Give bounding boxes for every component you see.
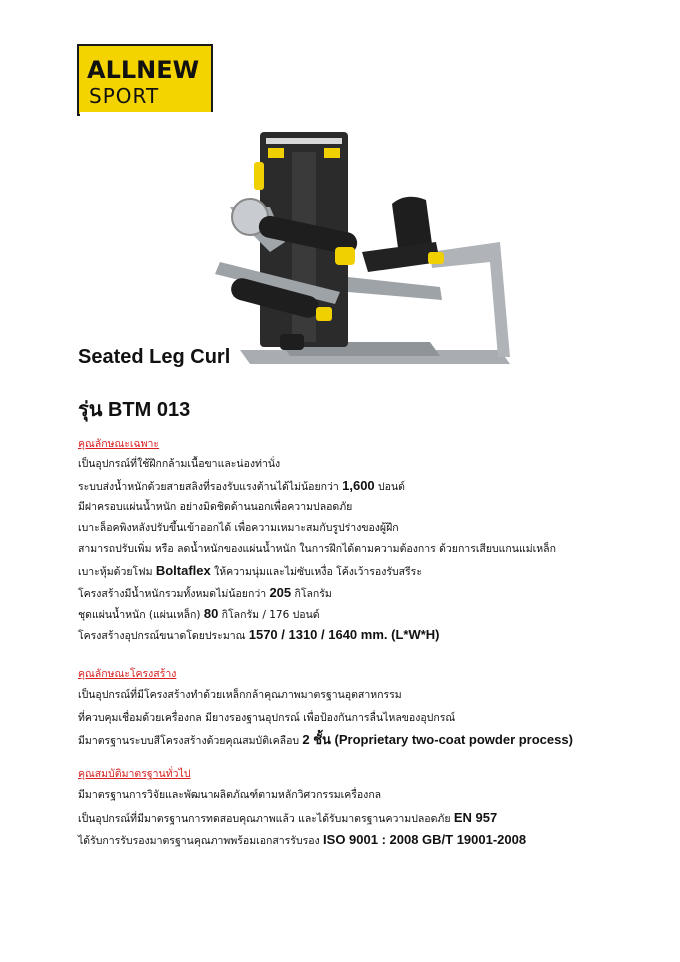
- section-specifications: [78, 434, 618, 646]
- spec-line: เป็นอุปกรณ์ที่ใช้ฝึกกล้ามเนื้อขาและน่องท่านั่ง: [78, 458, 281, 470]
- standard-line: เป็นอุปกรณ์ที่มีมาตรฐานการทดสอบคุณภาพแล้ว และได้รับมาตรฐานความปลอดภัย EN 957: [78, 809, 498, 825]
- logo-text-sport: SPORT: [89, 84, 160, 108]
- spec-line: เบาะหุ้มด้วยโฟม Boltaflex ให้ความนุ่มและไม่ซับเหงื่อ โค้งเว้ารองรับสรีระ: [78, 563, 422, 579]
- brand-logo: [77, 44, 213, 116]
- section-heading: คุณลักษณะโครงสร้าง: [78, 668, 177, 680]
- spec-line: ระบบส่งน้ำหนักด้วยสายสลิงที่รองรับแรงต้านได้ไม่น้อยกว่า 1,600 ปอนด์: [78, 478, 405, 494]
- product-model: รุ่น BTM 013: [78, 399, 191, 421]
- spec-line: เบาะล็อคพิงหลังปรับขึ้นเข้าออกได้ เพื่อความเหมาะสมกับรูปร่างของผู้ฝึก: [78, 521, 399, 534]
- product-title: Seated Leg Curl: [78, 346, 231, 368]
- section-heading: คุณสมบัติมาตรฐานทั่วไป: [78, 768, 191, 780]
- spec-line: สามารถปรับเพิ่ม หรือ ลดน้ำหนักของแผ่นน้ำหนัก ในการฝึกได้ตามความต้องการ ด้วยการเสียบแกนแม่เหล็ก: [78, 543, 556, 556]
- spec-line: โครงสร้างมีน้ำหนักรวมทั้งหมดไม่น้อยกว่า 205 กิโลกรัม: [78, 584, 332, 600]
- structure-line: มีมาตรฐานระบบสีโครงสร้างด้วยคุณสมบัติเคลือบ 2 ชั้น (Proprietary two-coat powder process): [78, 732, 573, 747]
- spec-line: ชุดแผ่นน้ำหนัก (แผ่นเหล็ก) 80 กิโลกรัม / 176 ปอนด์: [78, 606, 320, 622]
- structure-line: ที่ควบคุมเชื่อมด้วยเครื่องกล มียางรองฐานอุปกรณ์ เพื่อป้องกันการลื่นไหลของอุปกรณ์: [78, 711, 456, 724]
- section-heading: คุณลักษณะเฉพาะ: [78, 438, 160, 450]
- section-standards: [78, 764, 618, 852]
- spec-line: มีฝาครอบแผ่นน้ำหนัก อย่างมิดชิดด้านนอกเพื่อความปลอดภัย: [78, 500, 353, 513]
- section-structure: [78, 664, 618, 752]
- structure-line: เป็นอุปกรณ์ที่มีโครงสร้างทำด้วยเหล็กกล้าคุณภาพมาตรฐานอุตสาหกรรม: [78, 689, 402, 701]
- spec-line: โครงสร้างอุปกรณ์ขนาดโดยประมาณ 1570 / 1310 / 1640 mm. (L*W*H): [78, 627, 440, 643]
- standard-line: ได้รับการรับรองมาตรฐานคุณภาพพร้อมเอกสารรับรอง ISO 9001 : 2008 GB/T 19001-2008: [78, 832, 527, 847]
- logo-text-allnew: ALLNEW: [87, 56, 200, 84]
- product-image: [80, 112, 608, 378]
- standard-line: มีมาตรฐานการวิจัยและพัฒนาผลิตภัณฑ์ตามหลักวิศวกรรมเครื่องกล: [78, 789, 382, 801]
